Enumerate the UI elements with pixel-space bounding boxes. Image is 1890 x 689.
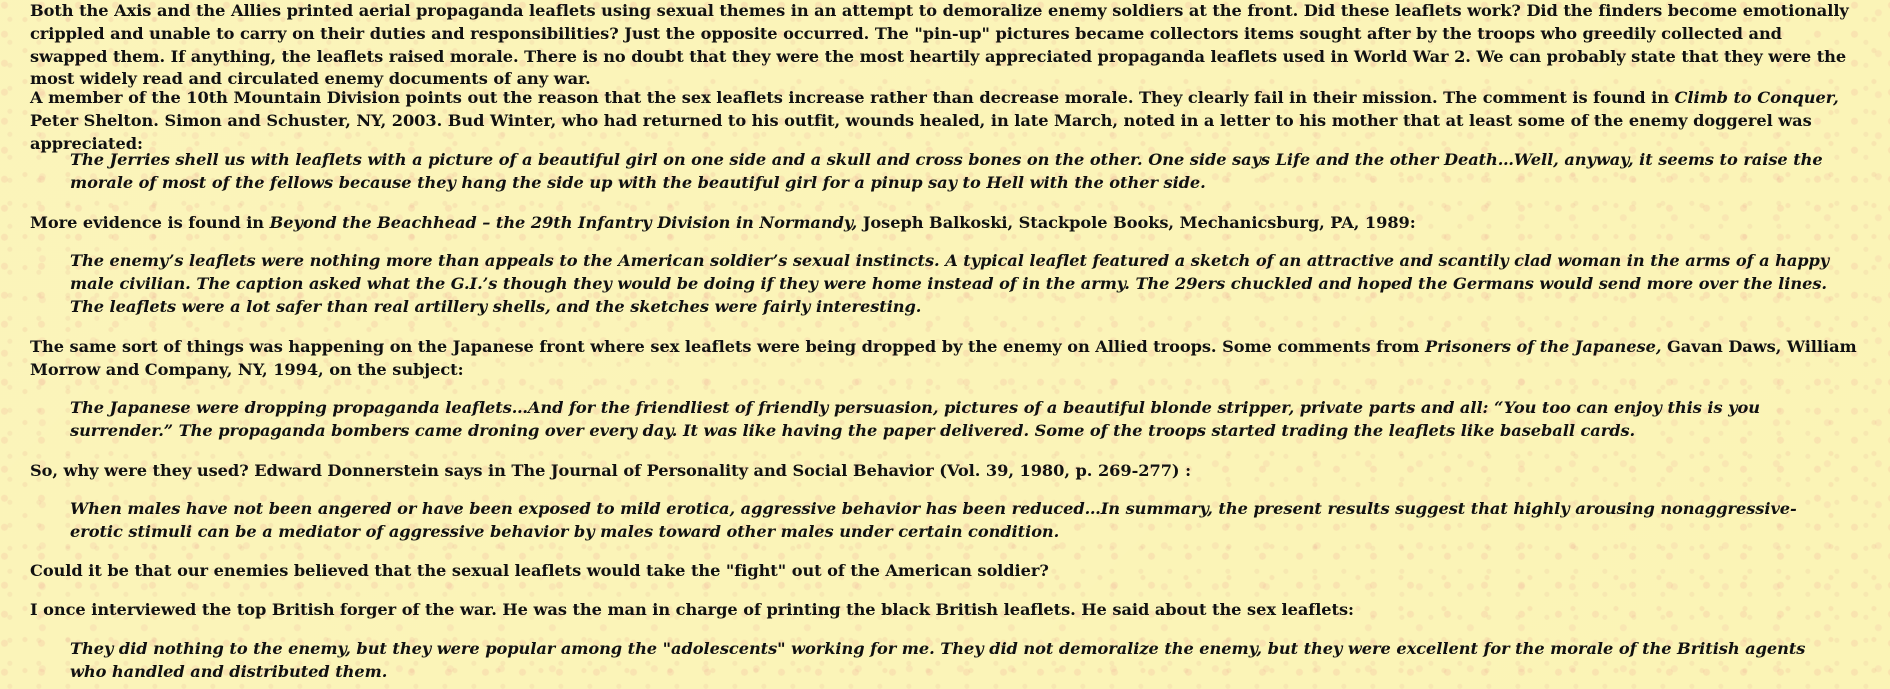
book-title-beyond-the-beachhead: Beyond the Beachhead – the 29th Infantry Division in Normandy, xyxy=(269,213,858,232)
paragraph-intro: Both the Axis and the Allies printed aerial propaganda leaflets using sexual themes in an attempt to demoralize enemy soldiers at the front. Did these leaflets work? Did the finders become emotionally crippled and unable to carry on their duties and responsibilities? Just the opposite occurred. The "pin-up" pictures became collectors items sought after by the troops who greedily collected and swapped them. If anything, the leaflets raised morale. There is no doubt that they were the most heartily appreciated propaganda leaflets used in World War 2. We can probably state that they were the most widely read and circulated enemy documents of any war. xyxy=(30,1,1849,89)
paragraph-british-forger: I once interviewed the top British forger of the war. He was the man in charge of printing the black British leaflets. He said about the sex leaflets: xyxy=(30,600,1354,619)
quote-jerries-leaflets: The Jerries shell us with leaflets with a picture of a beautiful girl on one side and a skull and cross bones on the other. One side says Life and the other Death…Well, anyway, it seems to raise the morale of most of the fellows because they hang the side up with the beautiful girl for a pinup say to Hell with the other side. xyxy=(70,150,1823,192)
quote-donnerstein-study: When males have not been angered or have been exposed to mild erotica, aggressive behavior has been reduced…In summary, the present results suggest that highly arousing nonaggressive-erotic stimuli can be a mediator of aggressive behavior by males toward other males under certain condition. xyxy=(70,499,1797,541)
paragraph-beyond-beachhead xyxy=(30,212,1862,235)
paragraph-donnerstein: So, why were they used? Edward Donnerstein says in The Journal of Personality and Social Behavior (Vol. 39, 1980, p. 269-277) : xyxy=(30,461,1192,480)
paragraph-japanese-front-after: Gavan Daws, William Morrow and Company, NY, 1994, on the subject: xyxy=(30,337,1857,379)
paragraph-beyond-beachhead-after: Joseph Balkoski, Stackpole Books, Mechanicsburg, PA, 1989: xyxy=(857,213,1416,232)
paragraph-mountain-division xyxy=(30,87,1862,155)
paragraph-fight-question: Could it be that our enemies believed that the sexual leaflets would take the "fight" out of the American soldier? xyxy=(30,561,1049,580)
paragraph-japanese-front-before: The same sort of things was happening on the Japanese front where sex leaflets were being dropped by the enemy on Allied troops. Some comments from xyxy=(30,337,1425,356)
quote-japanese-leaflets: The Japanese were dropping propaganda leaflets…And for the friendliest of friendly persuasion, pictures of a beautiful blonde stripper, private parts and all: “You too can enjoy this is you surrender.” The propaganda bombers came droning over every day. It was like having the paper delivered. Some of the troops started trading the leaflets like baseball cards. xyxy=(70,398,1760,440)
quote-enemy-leaflets-gi: The enemy’s leaflets were nothing more than appeals to the American soldier’s sexual instincts. A typical leaflet featured a sketch of an attractive and scantily clad woman in the arms of a happy male civilian. The caption asked what the G.I.’s though they would be doing if they were home instead of in the army. The 29ers chuckled and hoped the Germans would send more over the lines. The leaflets were a lot safer than real artillery shells, and the sketches were fairly interesting. xyxy=(70,251,1830,316)
paragraph-mountain-division-after: Peter Shelton. Simon and Schuster, NY, 2003. Bud Winter, who had returned to his outfit, wounds healed, in late March, noted in a letter to his mother that at least some of the enemy doggerel was appreciated: xyxy=(30,110,1812,153)
quote-british-forger: They did nothing to the enemy, but they were popular among the "adolescents" working for me. They did not demoralize the enemy, but they were excellent for the morale of the British agents who handled and distributed them. xyxy=(70,639,1806,681)
book-title-climb-to-conquer: Climb to Conquer, xyxy=(1674,88,1839,107)
paragraph-mountain-division-before: A member of the 10th Mountain Division points out the reason that the sex leaflets increase rather than decrease morale. They clearly fail in their mission. The comment is found in xyxy=(30,88,1675,107)
book-title-prisoners-of-the-japanese: Prisoners of the Japanese, xyxy=(1424,337,1662,356)
paragraph-japanese-front xyxy=(30,336,1862,382)
paragraph-beyond-beachhead-before: More evidence is found in xyxy=(30,213,270,232)
